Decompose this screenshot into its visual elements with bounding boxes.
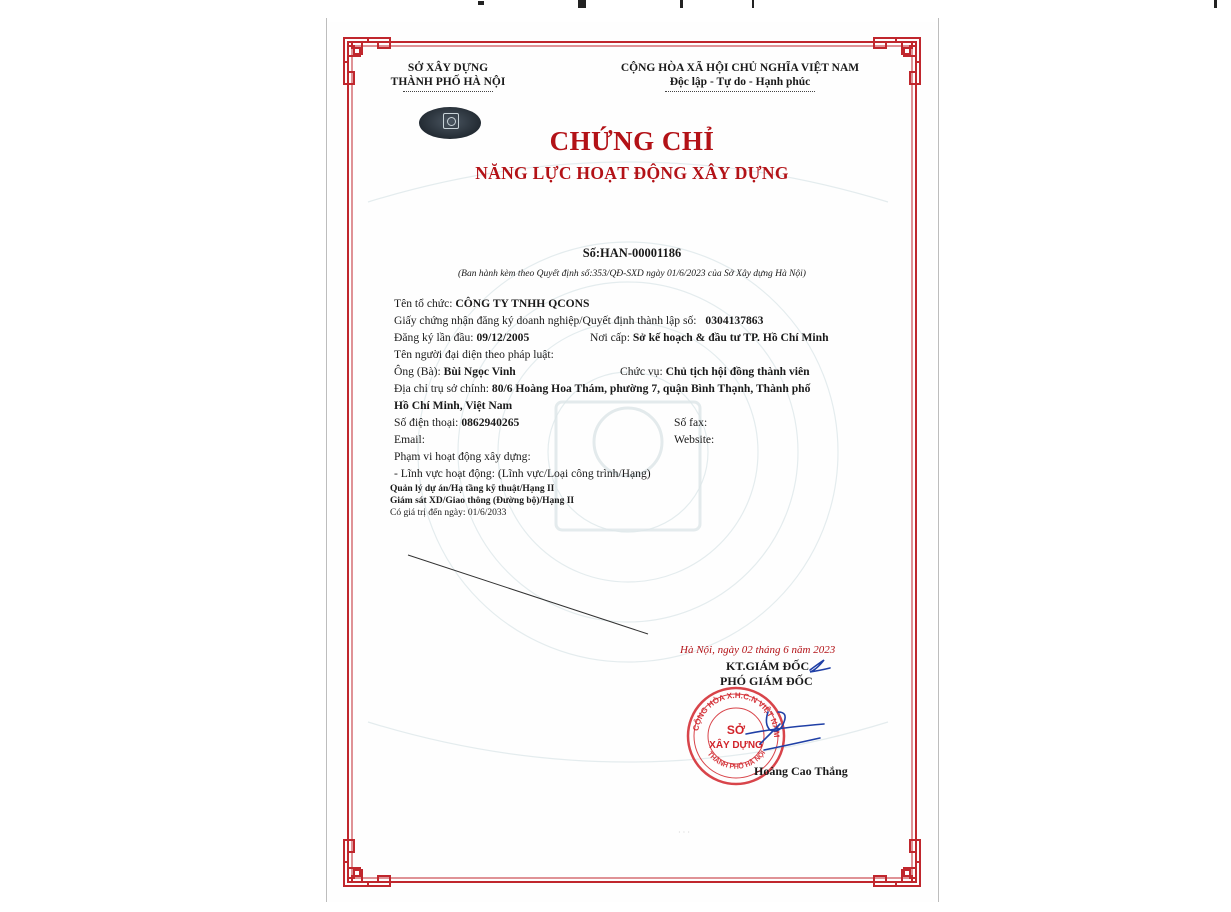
email-label: Email: xyxy=(394,433,425,446)
address-label: Địa chỉ trụ sở chính: xyxy=(394,382,489,395)
fax-label: Số fax: xyxy=(674,416,708,429)
scope-label: Phạm vi hoạt động xây dựng: xyxy=(394,450,531,463)
scan-edge-left xyxy=(326,18,327,902)
issuer-value: Sở kế hoạch & đầu tư TP. Hồ Chí Minh xyxy=(632,331,829,344)
motto: Độc lập - Tự do - Hạnh phúc xyxy=(669,76,811,88)
toolbar-glyph xyxy=(752,0,754,8)
authority-line2: THÀNH PHỐ HÀ NỘI xyxy=(390,76,506,88)
signer-title-2: PHÓ GIÁM ĐỐC xyxy=(720,674,813,688)
country-name: CỘNG HÒA XÃ HỘI CHỦ NGHĨA VIỆT NAM xyxy=(620,62,860,74)
certificate-page xyxy=(328,22,936,902)
place-and-date: Hà Nội, ngày 02 tháng 6 năm 2023 xyxy=(680,644,836,656)
reg-value: 0304137863 xyxy=(705,314,764,327)
reg-label: Giấy chứng nhận đăng ký doanh nghiệp/Quyết định thành lập số: xyxy=(394,314,697,327)
certificate-subtitle: NĂNG LỰC HOẠT ĐỘNG XÂY DỰNG xyxy=(475,163,789,183)
position-label: Chức vụ: xyxy=(620,365,663,378)
authority-line1: SỞ XÂY DỰNG xyxy=(407,62,489,74)
phone-value: 0862940265 xyxy=(461,416,520,429)
person-value: Bùi Ngọc Vinh xyxy=(443,365,516,378)
scan-edge-right xyxy=(938,18,939,902)
faint-mark: · · · xyxy=(678,828,690,837)
position-value: Chủ tịch hội đồng thành viên xyxy=(665,365,810,378)
seal-center-line2: XÂY DỰNG xyxy=(709,740,763,751)
first-reg-value: 09/12/2005 xyxy=(476,331,530,344)
seal-outer-text: CỘNG HÒA X.H.C.N VIỆT NAM xyxy=(691,690,782,738)
valid-until: Có giá trị đến ngày: 01/6/2033 xyxy=(390,508,507,518)
certificate-title: CHỨNG CHỈ xyxy=(549,126,715,156)
person-label: Ông (Bà): xyxy=(394,365,441,378)
org-value: CÔNG TY TNHH QCONS xyxy=(455,297,590,310)
toolbar-fragment xyxy=(0,0,1231,12)
rep-label: Tên người đại diện theo pháp luật: xyxy=(394,348,554,361)
scope-item-1: Quản lý dự án/Hạ tầng kỹ thuật/Hạng II xyxy=(390,484,555,494)
field-label: - Lĩnh vực hoạt động: (Lĩnh vực/Loại công trình/Hạng) xyxy=(394,467,651,480)
first-reg-label: Đăng ký lần đầu: xyxy=(394,331,474,344)
seal-center-line1: SỞ xyxy=(726,723,746,737)
address-value-line2: Hồ Chí Minh, Việt Nam xyxy=(394,399,513,412)
issuing-decision: (Ban hành kèm theo Quyết định số:353/QĐ-SXD ngày 01/6/2023 của Sở Xây dựng Hà Nội) xyxy=(458,269,806,279)
phone-label: Số điện thoại: xyxy=(394,416,459,429)
seal-bottom-text: THÀNH PHỐ HÀ NỘI xyxy=(705,749,768,771)
issuer-label: Nơi cấp: xyxy=(590,331,630,344)
signer-title-1: KT.GIÁM ĐỐC xyxy=(726,659,810,673)
address-value-line1: 80/6 Hoàng Hoa Thám, phường 7, quận Bình Thạnh, Thành phố xyxy=(491,382,811,395)
toolbar-glyph xyxy=(1214,0,1217,8)
signer-name: Hoàng Cao Thắng xyxy=(754,764,848,778)
website-label: Website: xyxy=(674,433,715,446)
toolbar-glyph xyxy=(680,0,683,8)
scope-item-2: Giám sát XD/Giao thông (Đường bộ)/Hạng II xyxy=(390,496,575,506)
org-label: Tên tổ chức: xyxy=(394,297,453,310)
certificate-number: Số:HAN-00001186 xyxy=(582,246,682,260)
toolbar-glyph xyxy=(578,0,586,8)
toolbar-glyph xyxy=(478,1,484,5)
